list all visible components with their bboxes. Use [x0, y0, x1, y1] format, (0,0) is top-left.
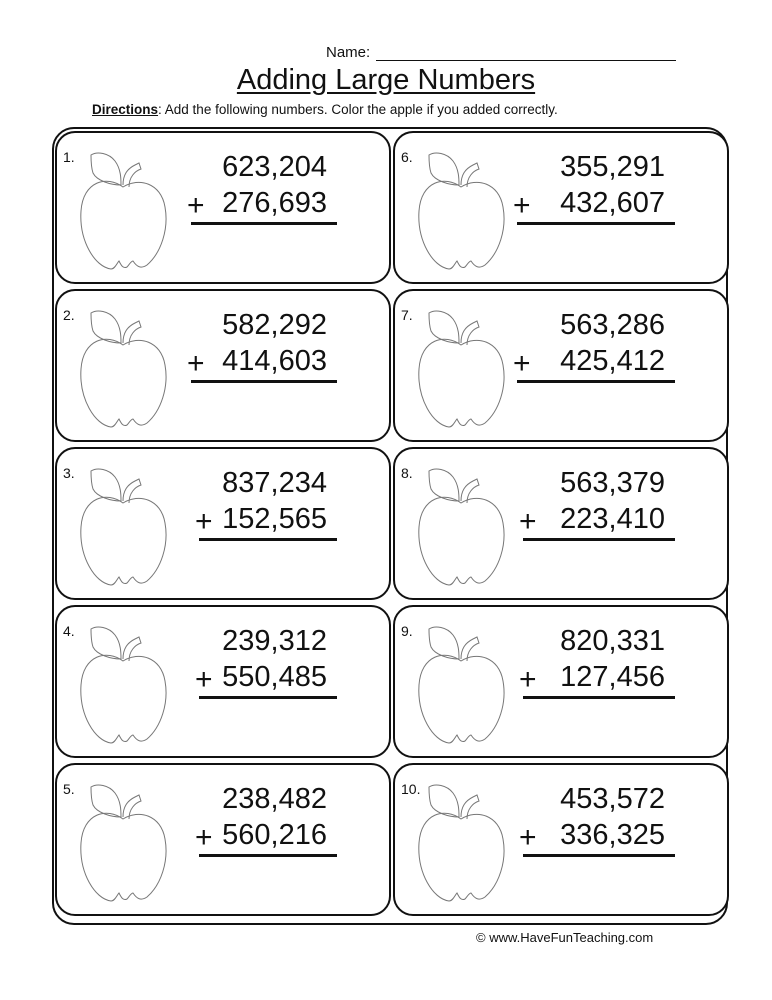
apple-icon[interactable] — [77, 465, 169, 587]
apple-icon[interactable] — [415, 307, 507, 429]
plus-sign: + — [519, 663, 537, 696]
name-line[interactable] — [376, 44, 676, 61]
directions-label: Directions — [92, 102, 159, 117]
name-field[interactable] — [326, 44, 676, 61]
problem-card — [393, 447, 729, 600]
addends — [560, 623, 665, 695]
addend-bottom: 152,565 — [222, 503, 327, 535]
plus-sign: + — [195, 505, 213, 538]
answer-line[interactable] — [199, 538, 337, 541]
apple-icon[interactable] — [77, 307, 169, 429]
addends — [222, 149, 327, 221]
answer-line[interactable] — [191, 380, 337, 383]
answer-line[interactable] — [523, 538, 675, 541]
addends — [560, 307, 665, 379]
addend-top: 453,572 — [560, 783, 665, 815]
addend-top: 837,234 — [222, 467, 327, 499]
problem-card — [55, 447, 391, 600]
addends — [560, 149, 665, 221]
problem-card — [393, 131, 729, 284]
problem-number: 1. — [63, 149, 75, 165]
apple-icon[interactable] — [415, 149, 507, 271]
worksheet-title: Adding Large Numbers — [236, 64, 536, 96]
apple-icon[interactable] — [415, 465, 507, 587]
plus-sign: + — [195, 663, 213, 696]
addend-bottom: 336,325 — [560, 819, 665, 851]
directions — [92, 102, 558, 117]
apple-icon[interactable] — [415, 623, 507, 745]
answer-line[interactable] — [199, 854, 337, 857]
problem-number: 3. — [63, 465, 75, 481]
problem-number: 8. — [401, 465, 413, 481]
directions-text: : Add the following numbers. Color the apple if you added correctly. — [158, 102, 558, 117]
copyright: © www.HaveFunTeaching.com — [476, 930, 654, 945]
problem-card — [55, 763, 391, 916]
addend-bottom: 127,456 — [560, 661, 665, 693]
answer-line[interactable] — [517, 380, 675, 383]
plus-sign: + — [519, 505, 537, 538]
problem-card — [55, 605, 391, 758]
addend-bottom: 425,412 — [560, 345, 665, 377]
plus-sign: + — [519, 821, 537, 854]
answer-line[interactable] — [523, 696, 675, 699]
addends — [222, 623, 327, 695]
problem-card — [55, 131, 391, 284]
addend-top: 623,204 — [222, 151, 327, 183]
addends — [560, 781, 665, 853]
answer-line[interactable] — [191, 222, 337, 225]
problem-card — [393, 763, 729, 916]
addend-bottom: 414,603 — [222, 345, 327, 377]
plus-sign: + — [513, 189, 531, 222]
addends — [222, 307, 327, 379]
apple-icon[interactable] — [77, 623, 169, 745]
addend-bottom: 560,216 — [222, 819, 327, 851]
apple-icon[interactable] — [77, 781, 169, 903]
addend-top: 582,292 — [222, 309, 327, 341]
addends — [222, 465, 327, 537]
addend-top: 355,291 — [560, 151, 665, 183]
addend-top: 563,379 — [560, 467, 665, 499]
addend-bottom: 276,693 — [222, 187, 327, 219]
problem-card — [393, 289, 729, 442]
problem-number: 6. — [401, 149, 413, 165]
addend-top: 239,312 — [222, 625, 327, 657]
answer-line[interactable] — [199, 696, 337, 699]
apple-icon[interactable] — [77, 149, 169, 271]
addends — [560, 465, 665, 537]
problem-number: 2. — [63, 307, 75, 323]
problem-card — [393, 605, 729, 758]
addends — [222, 781, 327, 853]
problem-number: 7. — [401, 307, 413, 323]
problem-card — [55, 289, 391, 442]
addend-bottom: 223,410 — [560, 503, 665, 535]
problem-number: 4. — [63, 623, 75, 639]
name-label: Name: — [326, 44, 371, 61]
answer-line[interactable] — [523, 854, 675, 857]
addend-bottom: 432,607 — [560, 187, 665, 219]
answer-line[interactable] — [517, 222, 675, 225]
apple-icon[interactable] — [415, 781, 507, 903]
plus-sign: + — [513, 347, 531, 380]
addend-top: 238,482 — [222, 783, 327, 815]
addend-top: 563,286 — [560, 309, 665, 341]
addend-top: 820,331 — [560, 625, 665, 657]
plus-sign: + — [187, 347, 205, 380]
problem-number: 10. — [401, 781, 421, 797]
plus-sign: + — [195, 821, 213, 854]
addend-bottom: 550,485 — [222, 661, 327, 693]
plus-sign: + — [187, 189, 205, 222]
problem-number: 9. — [401, 623, 413, 639]
problem-number: 5. — [63, 781, 75, 797]
